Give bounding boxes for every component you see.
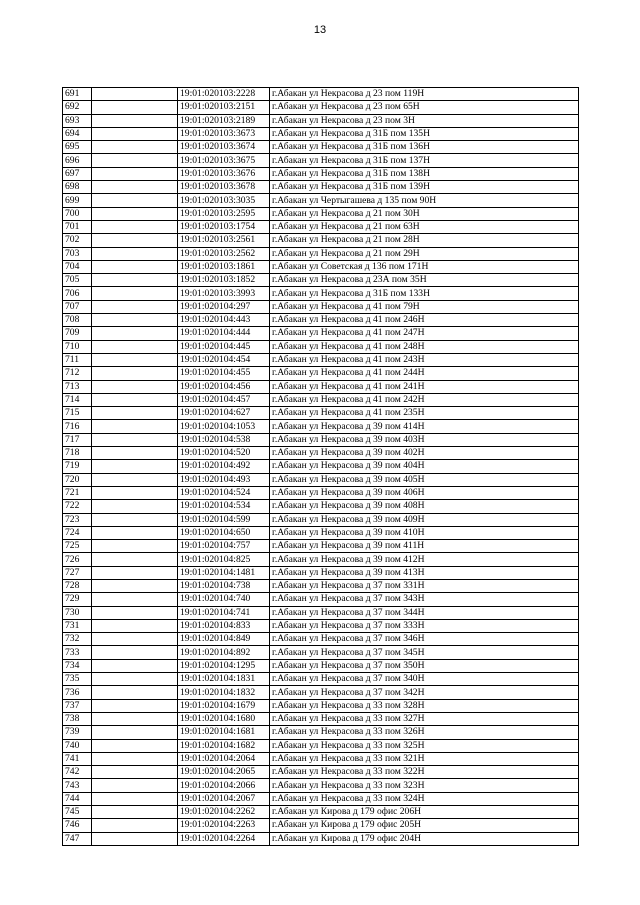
address-cell: г.Абакан ул Некрасова д 39 пом 403Н xyxy=(270,433,579,446)
address-cell: г.Абакан ул Некрасова д 41 пом 235Н xyxy=(270,407,579,420)
row-number-cell: 740 xyxy=(63,739,92,752)
table-row xyxy=(63,314,579,327)
blank-cell xyxy=(92,447,178,460)
address-cell: г.Абакан ул Некрасова д 39 пом 406Н xyxy=(270,486,579,499)
cadastral-number-cell: 19:01:020104:1682 xyxy=(178,739,270,752)
row-number-cell: 700 xyxy=(63,207,92,220)
cadastral-number-cell: 19:01:020104:444 xyxy=(178,327,270,340)
address-cell: г.Абакан ул Некрасова д 21 пом 30Н xyxy=(270,207,579,220)
address-cell: г.Абакан ул Некрасова д 37 пом 343Н xyxy=(270,593,579,606)
table-row xyxy=(63,699,579,712)
blank-cell xyxy=(92,340,178,353)
table-row xyxy=(63,393,579,406)
address-cell: г.Абакан ул Некрасова д 37 пом 345Н xyxy=(270,646,579,659)
address-cell: г.Абакан ул Некрасова д 37 пом 344Н xyxy=(270,606,579,619)
table-row xyxy=(63,553,579,566)
row-number-cell: 734 xyxy=(63,659,92,672)
row-number-cell: 724 xyxy=(63,526,92,539)
cadastral-number-cell: 19:01:020104:1680 xyxy=(178,712,270,725)
cadastral-number-cell: 19:01:020104:454 xyxy=(178,353,270,366)
row-number-cell: 711 xyxy=(63,353,92,366)
cadastral-number-cell: 19:01:020104:456 xyxy=(178,380,270,393)
cadastral-number-cell: 19:01:020104:741 xyxy=(178,606,270,619)
table-row xyxy=(63,619,579,632)
address-cell: г.Абакан ул Некрасова д 33 пом 321Н xyxy=(270,752,579,765)
row-number-cell: 692 xyxy=(63,101,92,114)
cadastral-number-cell: 19:01:020103:1754 xyxy=(178,220,270,233)
blank-cell xyxy=(92,154,178,167)
row-number-cell: 727 xyxy=(63,566,92,579)
row-number-cell: 713 xyxy=(63,380,92,393)
cadastral-number-cell: 19:01:020104:538 xyxy=(178,433,270,446)
blank-cell xyxy=(92,473,178,486)
blank-cell xyxy=(92,540,178,553)
cadastral-number-cell: 19:01:020103:2228 xyxy=(178,88,270,101)
cadastral-number-cell: 19:01:020103:3676 xyxy=(178,167,270,180)
table-row xyxy=(63,819,579,832)
cadastral-number-cell: 19:01:020104:740 xyxy=(178,593,270,606)
cadastral-number-cell: 19:01:020104:2264 xyxy=(178,832,270,845)
table-row xyxy=(63,220,579,233)
cadastral-number-cell: 19:01:020104:1295 xyxy=(178,659,270,672)
address-cell: г.Абакан ул Кирова д 179 офис 206Н xyxy=(270,806,579,819)
blank-cell xyxy=(92,380,178,393)
address-cell: г.Абакан ул Некрасова д 23 пом 119Н xyxy=(270,88,579,101)
table-row xyxy=(63,726,579,739)
blank-cell xyxy=(92,260,178,273)
blank-cell xyxy=(92,407,178,420)
cadastral-number-cell: 19:01:020103:2189 xyxy=(178,114,270,127)
address-cell: г.Абакан ул Кирова д 179 офис 204Н xyxy=(270,832,579,845)
cadastral-number-cell: 19:01:020104:1481 xyxy=(178,566,270,579)
address-cell: г.Абакан ул Некрасова д 39 пом 405Н xyxy=(270,473,579,486)
cadastral-number-cell: 19:01:020104:2064 xyxy=(178,752,270,765)
row-number-cell: 742 xyxy=(63,766,92,779)
row-number-cell: 739 xyxy=(63,726,92,739)
row-number-cell: 705 xyxy=(63,274,92,287)
cadastral-number-cell: 19:01:020103:3035 xyxy=(178,194,270,207)
cadastral-number-cell: 19:01:020103:3673 xyxy=(178,127,270,140)
cadastral-number-cell: 19:01:020103:1852 xyxy=(178,274,270,287)
address-cell: г.Абакан ул Некрасова д 31Б пом 135Н xyxy=(270,127,579,140)
cadastral-number-cell: 19:01:020104:455 xyxy=(178,367,270,380)
address-cell: г.Абакан ул Некрасова д 31Б пом 133Н xyxy=(270,287,579,300)
table-row xyxy=(63,712,579,725)
blank-cell xyxy=(92,220,178,233)
table-row xyxy=(63,473,579,486)
row-number-cell: 728 xyxy=(63,579,92,592)
row-number-cell: 701 xyxy=(63,220,92,233)
table-row xyxy=(63,513,579,526)
blank-cell xyxy=(92,181,178,194)
table-row xyxy=(63,167,579,180)
cadastral-number-cell: 19:01:020104:599 xyxy=(178,513,270,526)
address-cell: г.Абакан ул Некрасова д 33 пом 326Н xyxy=(270,726,579,739)
blank-cell xyxy=(92,633,178,646)
table-row xyxy=(63,766,579,779)
blank-cell xyxy=(92,460,178,473)
table-row xyxy=(63,566,579,579)
cadastral-number-cell: 19:01:020104:892 xyxy=(178,646,270,659)
cadastral-number-cell: 19:01:020103:3678 xyxy=(178,181,270,194)
row-number-cell: 699 xyxy=(63,194,92,207)
cadastral-number-cell: 19:01:020104:833 xyxy=(178,619,270,632)
blank-cell xyxy=(92,792,178,805)
row-number-cell: 698 xyxy=(63,181,92,194)
address-cell: г.Абакан ул Некрасова д 21 пом 28Н xyxy=(270,234,579,247)
cadastral-number-cell: 19:01:020104:524 xyxy=(178,486,270,499)
blank-cell xyxy=(92,752,178,765)
cadastral-number-cell: 19:01:020103:3675 xyxy=(178,154,270,167)
cadastral-number-cell: 19:01:020104:534 xyxy=(178,500,270,513)
row-number-cell: 743 xyxy=(63,779,92,792)
blank-cell xyxy=(92,593,178,606)
table-row xyxy=(63,526,579,539)
row-number-cell: 702 xyxy=(63,234,92,247)
cadastral-number-cell: 19:01:020104:738 xyxy=(178,579,270,592)
row-number-cell: 730 xyxy=(63,606,92,619)
address-cell: г.Абакан ул Некрасова д 23 пом 65Н xyxy=(270,101,579,114)
row-number-cell: 729 xyxy=(63,593,92,606)
row-number-cell: 720 xyxy=(63,473,92,486)
address-cell: г.Абакан ул Советская д 136 пом 171Н xyxy=(270,260,579,273)
table-row xyxy=(63,739,579,752)
row-number-cell: 703 xyxy=(63,247,92,260)
blank-cell xyxy=(92,832,178,845)
address-cell: г.Абакан ул Некрасова д 21 пом 29Н xyxy=(270,247,579,260)
cadastral-number-cell: 19:01:020104:520 xyxy=(178,447,270,460)
table-row xyxy=(63,141,579,154)
row-number-cell: 693 xyxy=(63,114,92,127)
cadastral-number-cell: 19:01:020104:627 xyxy=(178,407,270,420)
blank-cell xyxy=(92,513,178,526)
cadastral-number-cell: 19:01:020103:2562 xyxy=(178,247,270,260)
property-table xyxy=(62,87,579,846)
address-cell: г.Абакан ул Некрасова д 37 пом 350Н xyxy=(270,659,579,672)
cadastral-number-cell: 19:01:020104:757 xyxy=(178,540,270,553)
cadastral-number-cell: 19:01:020104:2065 xyxy=(178,766,270,779)
cadastral-number-cell: 19:01:020104:2262 xyxy=(178,806,270,819)
table-row xyxy=(63,779,579,792)
row-number-cell: 712 xyxy=(63,367,92,380)
blank-cell xyxy=(92,739,178,752)
blank-cell xyxy=(92,553,178,566)
row-number-cell: 694 xyxy=(63,127,92,140)
blank-cell xyxy=(92,579,178,592)
table-row xyxy=(63,340,579,353)
address-cell: г.Абакан ул Некрасова д 41 пом 246Н xyxy=(270,314,579,327)
cadastral-number-cell: 19:01:020104:2066 xyxy=(178,779,270,792)
table-row xyxy=(63,380,579,393)
table-row xyxy=(63,659,579,672)
row-number-cell: 704 xyxy=(63,260,92,273)
address-cell: г.Абакан ул Некрасова д 41 пом 241Н xyxy=(270,380,579,393)
row-number-cell: 714 xyxy=(63,393,92,406)
row-number-cell: 718 xyxy=(63,447,92,460)
address-cell: г.Абакан ул Некрасова д 37 пом 346Н xyxy=(270,633,579,646)
blank-cell xyxy=(92,659,178,672)
blank-cell xyxy=(92,300,178,313)
cadastral-number-cell: 19:01:020103:3993 xyxy=(178,287,270,300)
row-number-cell: 738 xyxy=(63,712,92,725)
table-row xyxy=(63,792,579,805)
row-number-cell: 717 xyxy=(63,433,92,446)
table-row xyxy=(63,420,579,433)
row-number-cell: 721 xyxy=(63,486,92,499)
row-number-cell: 744 xyxy=(63,792,92,805)
row-number-cell: 707 xyxy=(63,300,92,313)
blank-cell xyxy=(92,806,178,819)
address-cell: г.Абакан ул Некрасова д 41 пом 247Н xyxy=(270,327,579,340)
row-number-cell: 691 xyxy=(63,88,92,101)
blank-cell xyxy=(92,141,178,154)
blank-cell xyxy=(92,234,178,247)
table-row xyxy=(63,579,579,592)
table-row xyxy=(63,101,579,114)
cadastral-number-cell: 19:01:020104:492 xyxy=(178,460,270,473)
row-number-cell: 733 xyxy=(63,646,92,659)
table-row xyxy=(63,486,579,499)
address-cell: г.Абакан ул Некрасова д 23 пом 3Н xyxy=(270,114,579,127)
address-cell: г.Абакан ул Некрасова д 31Б пом 139Н xyxy=(270,181,579,194)
address-cell: г.Абакан ул Некрасова д 33 пом 325Н xyxy=(270,739,579,752)
table-row xyxy=(63,593,579,606)
address-cell: г.Абакан ул Кирова д 179 офис 205Н xyxy=(270,819,579,832)
row-number-cell: 747 xyxy=(63,832,92,845)
table-row xyxy=(63,460,579,473)
cadastral-number-cell: 19:01:020103:2561 xyxy=(178,234,270,247)
table-row xyxy=(63,407,579,420)
table-row xyxy=(63,181,579,194)
blank-cell xyxy=(92,194,178,207)
blank-cell xyxy=(92,726,178,739)
address-cell: г.Абакан ул Некрасова д 31Б пом 137Н xyxy=(270,154,579,167)
row-number-cell: 706 xyxy=(63,287,92,300)
address-cell: г.Абакан ул Некрасова д 37 пом 333Н xyxy=(270,619,579,632)
cadastral-number-cell: 19:01:020104:445 xyxy=(178,340,270,353)
blank-cell xyxy=(92,486,178,499)
cadastral-number-cell: 19:01:020104:493 xyxy=(178,473,270,486)
row-number-cell: 745 xyxy=(63,806,92,819)
blank-cell xyxy=(92,127,178,140)
blank-cell xyxy=(92,619,178,632)
blank-cell xyxy=(92,646,178,659)
table-row xyxy=(63,752,579,765)
address-cell: г.Абакан ул Некрасова д 33 пом 323Н xyxy=(270,779,579,792)
blank-cell xyxy=(92,327,178,340)
address-cell: г.Абакан ул Некрасова д 41 пом 244Н xyxy=(270,367,579,380)
blank-cell xyxy=(92,686,178,699)
table-row xyxy=(63,353,579,366)
table-row xyxy=(63,300,579,313)
cadastral-number-cell: 19:01:020104:849 xyxy=(178,633,270,646)
blank-cell xyxy=(92,393,178,406)
cadastral-number-cell: 19:01:020104:1681 xyxy=(178,726,270,739)
row-number-cell: 710 xyxy=(63,340,92,353)
table-row xyxy=(63,194,579,207)
cadastral-number-cell: 19:01:020104:650 xyxy=(178,526,270,539)
table-row xyxy=(63,207,579,220)
blank-cell xyxy=(92,420,178,433)
table-row xyxy=(63,646,579,659)
table-row xyxy=(63,540,579,553)
blank-cell xyxy=(92,367,178,380)
row-number-cell: 746 xyxy=(63,819,92,832)
blank-cell xyxy=(92,101,178,114)
row-number-cell: 722 xyxy=(63,500,92,513)
table-row xyxy=(63,327,579,340)
address-cell: г.Абакан ул Некрасова д 33 пом 328Н xyxy=(270,699,579,712)
table-row xyxy=(63,127,579,140)
address-cell: г.Абакан ул Некрасова д 41 пом 242Н xyxy=(270,393,579,406)
blank-cell xyxy=(92,314,178,327)
table-row xyxy=(63,88,579,101)
blank-cell xyxy=(92,114,178,127)
cadastral-number-cell: 19:01:020104:2263 xyxy=(178,819,270,832)
row-number-cell: 741 xyxy=(63,752,92,765)
address-cell: г.Абакан ул Некрасова д 23А пом 35Н xyxy=(270,274,579,287)
address-cell: г.Абакан ул Чертыгашева д 135 пом 90Н xyxy=(270,194,579,207)
address-cell: г.Абакан ул Некрасова д 39 пом 408Н xyxy=(270,500,579,513)
table-row xyxy=(63,500,579,513)
address-cell: г.Абакан ул Некрасова д 31Б пом 138Н xyxy=(270,167,579,180)
table-row xyxy=(63,247,579,260)
table-body xyxy=(63,88,579,846)
row-number-cell: 719 xyxy=(63,460,92,473)
row-number-cell: 695 xyxy=(63,141,92,154)
row-number-cell: 735 xyxy=(63,673,92,686)
address-cell: г.Абакан ул Некрасова д 39 пом 413Н xyxy=(270,566,579,579)
address-cell: г.Абакан ул Некрасова д 33 пом 324Н xyxy=(270,792,579,805)
address-cell: г.Абакан ул Некрасова д 37 пом 342Н xyxy=(270,686,579,699)
cadastral-number-cell: 19:01:020104:825 xyxy=(178,553,270,566)
row-number-cell: 696 xyxy=(63,154,92,167)
cadastral-number-cell: 19:01:020104:1679 xyxy=(178,699,270,712)
address-cell: г.Абакан ул Некрасова д 33 пом 322Н xyxy=(270,766,579,779)
blank-cell xyxy=(92,819,178,832)
cadastral-number-cell: 19:01:020104:1832 xyxy=(178,686,270,699)
page-number: 13 xyxy=(313,24,327,36)
table-row xyxy=(63,633,579,646)
blank-cell xyxy=(92,566,178,579)
cadastral-number-cell: 19:01:020103:2151 xyxy=(178,101,270,114)
table-row xyxy=(63,287,579,300)
table-row xyxy=(63,606,579,619)
blank-cell xyxy=(92,247,178,260)
row-number-cell: 737 xyxy=(63,699,92,712)
table-row xyxy=(63,433,579,446)
table-row xyxy=(63,260,579,273)
row-number-cell: 736 xyxy=(63,686,92,699)
blank-cell xyxy=(92,500,178,513)
address-cell: г.Абакан ул Некрасова д 33 пом 327Н xyxy=(270,712,579,725)
address-cell: г.Абакан ул Некрасова д 39 пом 402Н xyxy=(270,447,579,460)
address-cell: г.Абакан ул Некрасова д 39 пом 414Н xyxy=(270,420,579,433)
row-number-cell: 697 xyxy=(63,167,92,180)
blank-cell xyxy=(92,779,178,792)
cadastral-number-cell: 19:01:020104:457 xyxy=(178,393,270,406)
address-cell: г.Абакан ул Некрасова д 31Б пом 136Н xyxy=(270,141,579,154)
row-number-cell: 723 xyxy=(63,513,92,526)
address-cell: г.Абакан ул Некрасова д 39 пом 409Н xyxy=(270,513,579,526)
blank-cell xyxy=(92,766,178,779)
address-cell: г.Абакан ул Некрасова д 41 пом 243Н xyxy=(270,353,579,366)
row-number-cell: 708 xyxy=(63,314,92,327)
row-number-cell: 726 xyxy=(63,553,92,566)
cadastral-number-cell: 19:01:020103:1861 xyxy=(178,260,270,273)
cadastral-number-cell: 19:01:020104:2067 xyxy=(178,792,270,805)
table-row xyxy=(63,154,579,167)
address-cell: г.Абакан ул Некрасова д 39 пом 411Н xyxy=(270,540,579,553)
blank-cell xyxy=(92,712,178,725)
cadastral-number-cell: 19:01:020103:3674 xyxy=(178,141,270,154)
blank-cell xyxy=(92,353,178,366)
row-number-cell: 732 xyxy=(63,633,92,646)
blank-cell xyxy=(92,699,178,712)
table-row xyxy=(63,274,579,287)
address-cell: г.Абакан ул Некрасова д 41 пом 248Н xyxy=(270,340,579,353)
blank-cell xyxy=(92,526,178,539)
address-cell: г.Абакан ул Некрасова д 39 пом 404Н xyxy=(270,460,579,473)
table-row xyxy=(63,447,579,460)
cadastral-number-cell: 19:01:020104:297 xyxy=(178,300,270,313)
blank-cell xyxy=(92,606,178,619)
cadastral-number-cell: 19:01:020104:1831 xyxy=(178,673,270,686)
blank-cell xyxy=(92,88,178,101)
blank-cell xyxy=(92,274,178,287)
row-number-cell: 731 xyxy=(63,619,92,632)
table-row xyxy=(63,367,579,380)
table-row xyxy=(63,686,579,699)
blank-cell xyxy=(92,433,178,446)
table-row xyxy=(63,673,579,686)
row-number-cell: 709 xyxy=(63,327,92,340)
address-cell: г.Абакан ул Некрасова д 21 пом 63Н xyxy=(270,220,579,233)
address-cell: г.Абакан ул Некрасова д 39 пом 412Н xyxy=(270,553,579,566)
address-cell: г.Абакан ул Некрасова д 37 пом 331Н xyxy=(270,579,579,592)
table-row xyxy=(63,832,579,845)
row-number-cell: 725 xyxy=(63,540,92,553)
table-row xyxy=(63,114,579,127)
cadastral-number-cell: 19:01:020103:2595 xyxy=(178,207,270,220)
blank-cell xyxy=(92,207,178,220)
blank-cell xyxy=(92,167,178,180)
address-cell: г.Абакан ул Некрасова д 39 пом 410Н xyxy=(270,526,579,539)
address-cell: г.Абакан ул Некрасова д 41 пом 79Н xyxy=(270,300,579,313)
blank-cell xyxy=(92,673,178,686)
row-number-cell: 715 xyxy=(63,407,92,420)
table-row xyxy=(63,234,579,247)
table-row xyxy=(63,806,579,819)
cadastral-number-cell: 19:01:020104:443 xyxy=(178,314,270,327)
cadastral-number-cell: 19:01:020104:1053 xyxy=(178,420,270,433)
blank-cell xyxy=(92,287,178,300)
address-cell: г.Абакан ул Некрасова д 37 пом 340Н xyxy=(270,673,579,686)
row-number-cell: 716 xyxy=(63,420,92,433)
